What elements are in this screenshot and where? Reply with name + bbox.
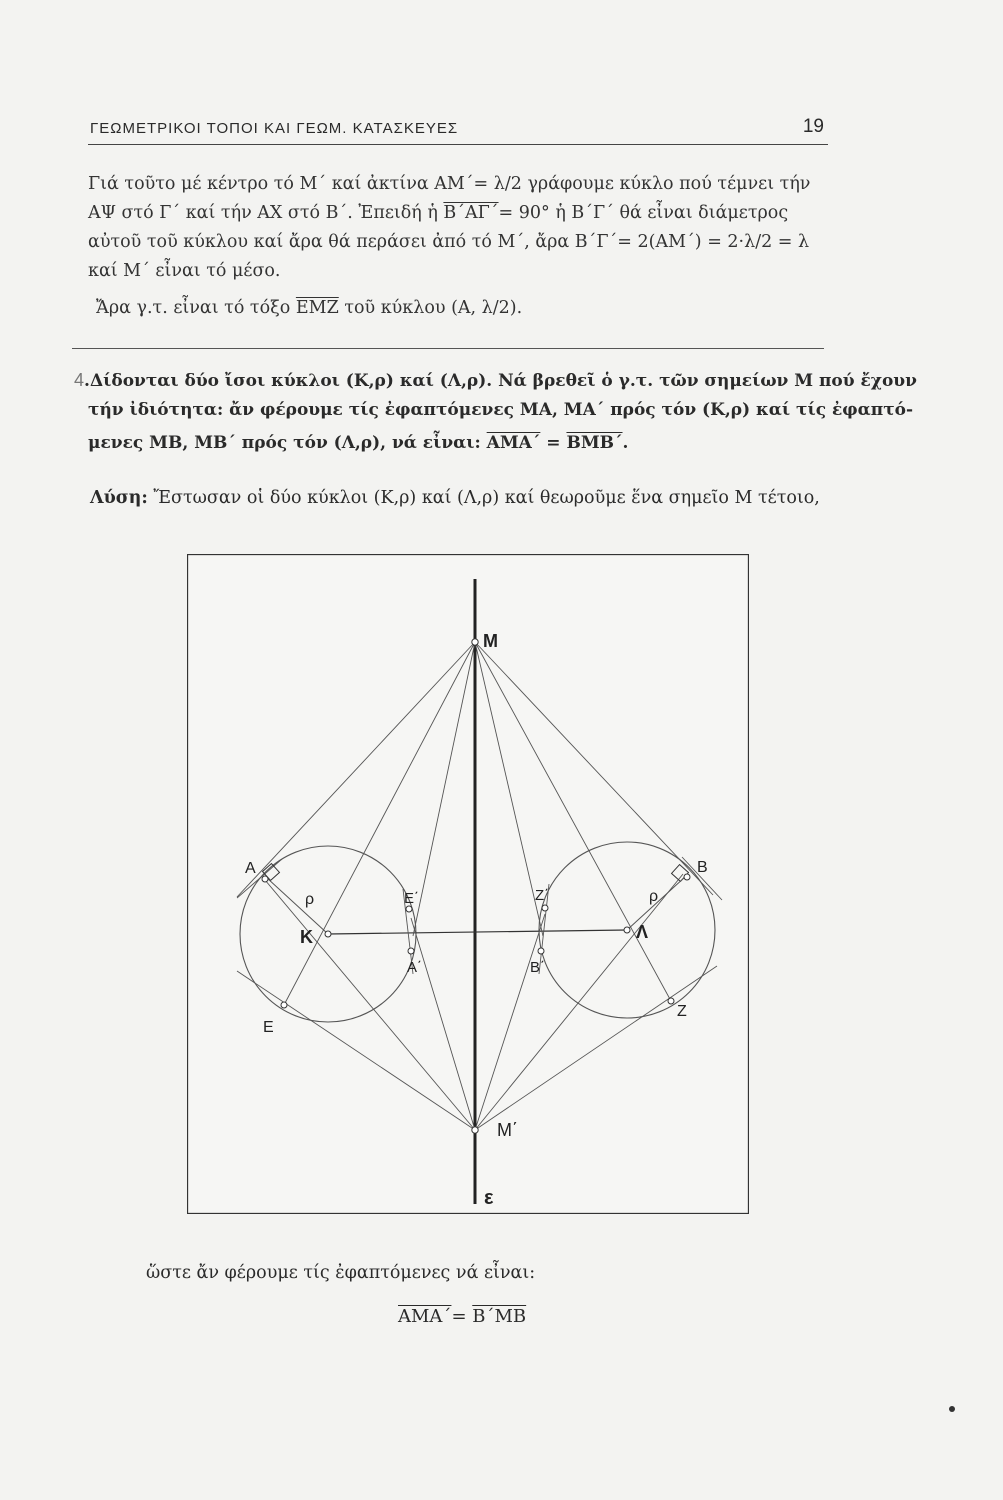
label-M: Μ [483,631,498,651]
intro-line-1: Γιά τοῦτο μέ κέντρο τό Μ΄ καί ἀκτίνα ΑΜ΄= λ/2 γράφουμε κύκλο πού τέμνει τήν [88,174,811,194]
label-Lambda: Λ [636,922,649,942]
problem-statement: 4.Δίδονται δύο ἴσοι κύκλοι (Κ,ρ) καί (Λ,ρ). Νά βρεθεῖ ὁ γ.τ. τῶν σημείων Μ πού ἔχουν τήν ἰδιότητα: ἄν φέρουμε τίς ἐφαπτόμενες ΜΑ, ΜΑ΄ πρός τόν (Κ,ρ) καί τίς ἐφαπτό- μενες ΜΒ, ΜΒ΄ πρός τόν (Λ,ρ), νά εἶναι: ΑΜΑ΄ = ΒΜΒ΄. [74,370,917,453]
label-rho-right: ρ [649,888,659,905]
problem-end: . [622,433,629,453]
label-M-prime: Μ΄ [497,1120,518,1140]
intro-conclusion [96,294,522,323]
solution-label: Λύση: [90,488,148,508]
figure-frame [188,555,749,1214]
ink-spot [949,1406,955,1412]
geometry-figure [187,554,749,1214]
label-A: Α [245,860,256,877]
page-number: 19 [802,116,824,137]
header-title: ΓΕΩΜΕΤΡΙΚΟΙ ΤΟΠΟΙ ΚΑΙ ΓΕΩΜ. ΚΑΤΑΣΚΕΥΕΣ [90,120,459,137]
label-epsilon: ε [484,1187,494,1209]
label-K: Κ [300,927,313,947]
section-divider [72,348,824,349]
intro-line-2b: = 90° ἡ Β΄Γ΄ θά εἶναι διάμετρος [498,203,789,223]
intro-paragraph [88,170,810,286]
conclusion-a: Ἄρα γ.τ. εἶναι τό τόξο [96,298,296,318]
problem-line-3a: μενες ΜΒ, ΜΒ΄ πρός τόν (Λ,ρ), νά εἶναι: [88,433,487,453]
intro-line-2 [88,199,810,228]
label-B: Β [697,859,708,876]
angle-AMA: ΑΜΑ΄ [486,433,541,453]
label-Z: Ζ [677,1003,687,1020]
formula-eq: = [451,1306,473,1327]
label-E-prime: Ε΄ [404,890,419,907]
label-Z-prime: Ζ΄ [535,887,550,904]
angle-BAG: Β΄ΑΓ΄ [443,203,499,223]
formula-angle-BMB: Β΄ΜΒ [472,1306,527,1327]
label-E: Ε [263,1019,274,1036]
conclusion-b: τοῦ κύκλου (Α, λ/2). [338,298,523,318]
problem-line-1: Δίδονται δύο ἴσοι κύκλοι (Κ,ρ) καί (Λ,ρ). Νά βρεθεῖ ὁ γ.τ. τῶν σημείων Μ πού ἔχουν [89,371,917,391]
solution-text: Ἔστωσαν οἱ δύο κύκλοι (Κ,ρ) καί (Λ,ρ) καί θεωροῦμε ἕνα σημεῖο Μ τέτοιο, [147,488,820,508]
label-A-prime: Α΄ [407,959,422,976]
intro-line-4: καί Μ΄ εἶναι τό μέσο. [88,261,281,281]
angle-BMB: ΒΜΒ΄ [566,433,623,453]
intro-line-2a: ΑΨ στό Γ΄ καί τήν ΑΧ στό Β΄. Ἐπειδή ἡ [88,203,444,223]
problem-number: 4 [74,370,85,390]
label-rho-left: ρ [305,891,315,908]
intro-line-3: αὐτοῦ τοῦ κύκλου καί ἄρα θά περάσει ἀπό τό Μ΄, ἄρα Β΄Γ΄= 2(ΑΜ΄) = 2·λ/2 = λ [88,232,810,252]
closing-formula [398,1306,526,1327]
arc-EMZ: $\overline{EMZ}$ [295,298,339,318]
formula-angle-AMA: ΑΜΑ΄ [398,1306,452,1327]
problem-eq: = [540,433,567,453]
solution-line [90,484,820,512]
problem-line-2: τήν ἰδιότητα: ἄν φέρουμε τίς ἐφαπτόμενες ΜΑ, ΜΑ΄ πρός τόν (Κ,ρ) καί τίς ἐφαπτό- [88,400,914,420]
running-header [88,114,828,145]
closing-text: ὥστε ἄν φέρουμε τίς ἐφαπτόμενες νά εἶναι: [146,1263,536,1283]
label-B-prime: Β΄ [530,959,545,976]
